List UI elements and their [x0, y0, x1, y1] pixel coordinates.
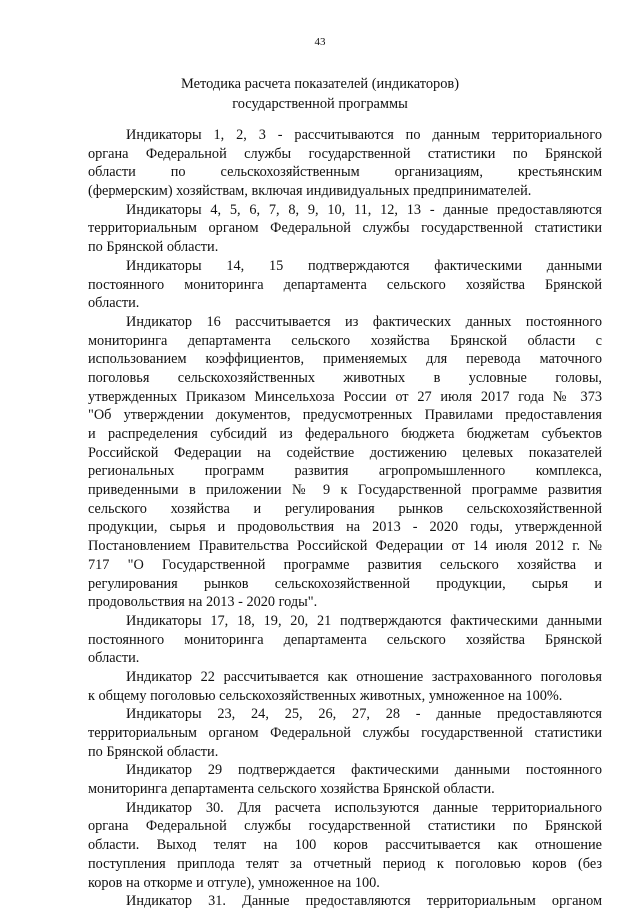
paragraph-line: территориальным органом Федеральной службы государственной статистики: [88, 725, 602, 741]
title-line: государственной программы: [232, 96, 408, 112]
paragraph: [88, 668, 602, 705]
paragraph-line: к общему поголовью сельскохозяйственных животных, умноженное на 100%.: [88, 687, 563, 704]
paragraph: [88, 799, 602, 892]
title-line: Методика расчета показателей (индикаторов): [181, 76, 459, 92]
paragraph-line: региональных программ развития агропромышленного комплекса,: [88, 463, 602, 480]
paragraph-line: органа Федеральной службы государственной статистики по Брянской: [88, 145, 602, 162]
paragraph-line: и распределения субсидий из федерального бюджета бюджетам субъектов: [88, 426, 602, 442]
paragraph-line: Индикаторы 1, 2, 3 - рассчитываются по данным территориального: [126, 127, 602, 143]
paragraph-line: по Брянской области.: [88, 239, 219, 256]
paragraph: [88, 612, 602, 668]
paragraph-line: продукции, сырья и продовольствия на 2013 - 2020 годы, утвержденной: [88, 519, 602, 536]
paragraph-line: (фермерским) хозяйствам, включая индивидуальных предпринимателей.: [88, 183, 532, 200]
paragraph-line: коров на откорме и отгуле), умноженное на 100.: [88, 874, 380, 891]
paragraph-line: постоянного мониторинга департамента сельского хозяйства Брянской: [88, 276, 602, 293]
paragraph: [88, 126, 602, 201]
paragraph-line: области.: [88, 295, 140, 312]
paragraph-line: Постановлением Правительства Российской Федерации от 14 июля 2012 г. №: [88, 538, 602, 555]
paragraph-line: Индикатор 16 рассчитывается из фактических данных постоянного: [126, 313, 602, 330]
paragraph-line: области по сельскохозяйственным организациям, крестьянским: [88, 164, 602, 181]
paragraph-line: сельского хозяйства и регулирования рынков сельскохозяйственной: [88, 500, 602, 517]
paragraph-line: использованием коэффициентов, применяемых для перевода маточного: [88, 351, 602, 368]
paragraph-line: поголовья сельскохозяйственных животных в условные головы,: [88, 369, 602, 386]
paragraph: [88, 201, 602, 257]
paragraph-line: области. Выход телят на 100 коров рассчитывается как отношение: [88, 837, 602, 854]
paragraph: [88, 761, 602, 798]
paragraph-line: поступления приплода телят за отчетный период к поголовью коров (без: [88, 855, 602, 872]
paragraph: [88, 313, 602, 612]
paragraph-line: по Брянской области.: [88, 743, 219, 760]
paragraph-line: Индикатор 29 подтверждается фактическими данными постоянного: [126, 762, 602, 779]
paragraph-line: приведенными в приложении № 9 к Государственной программе развития: [88, 482, 602, 499]
paragraph-line: Индикатор 31. Данные предоставляются территориальным органом: [126, 893, 602, 910]
page-title: [60, 74, 580, 114]
paragraph: [88, 892, 602, 911]
paragraph-line: Российской Федерации на содействие достижению целевых показателей: [88, 444, 602, 461]
page-number: 43: [314, 36, 326, 48]
paragraph-line: Индикаторы 4, 5, 6, 7, 8, 9, 10, 11, 12, 13 - данные предоставляются: [126, 201, 602, 218]
paragraph-line: мониторинга департамента сельского хозяйства Брянской области с: [88, 332, 602, 349]
paragraph-line: органа Федеральной службы государственной статистики по Брянской: [88, 818, 602, 835]
paragraph-line: области.: [88, 650, 140, 667]
paragraph-line: 717 "О Государственной программе развития сельского хозяйства и: [88, 556, 602, 573]
paragraph-line: территориальным органом Федеральной службы государственной статистики: [88, 220, 602, 237]
paragraph-line: Индикатор 22 рассчитывается как отношение застрахованного поголовья: [126, 668, 602, 685]
document-body: [88, 126, 602, 911]
paragraph-line: утвержденных Приказом Минсельхоза России от 27 июля 2017 года № 373: [88, 388, 602, 405]
paragraph-line: "Об утверждении документов, предусмотренных Правилами предоставления: [88, 407, 602, 424]
paragraph-line: мониторинга департамента сельского хозяйства Брянской области.: [88, 781, 495, 798]
paragraph-line: Индикаторы 14, 15 подтверждаются фактическими данными: [126, 257, 602, 274]
paragraph-line: регулирования рынков сельскохозяйственной продукции, сырья и: [88, 575, 602, 592]
paragraph-line: продовольствия на 2013 - 2020 годы".: [88, 594, 318, 611]
paragraph: [88, 705, 602, 761]
paragraph: [88, 257, 602, 313]
paragraph-line: постоянного мониторинга департамента сельского хозяйства Брянской: [88, 631, 602, 648]
paragraph-line: Индикаторы 17, 18, 19, 20, 21 подтверждаются фактическими данными: [126, 612, 602, 629]
paragraph-line: Индикатор 30. Для расчета используются данные территориального: [126, 799, 602, 816]
paragraph-line: Индикаторы 23, 24, 25, 26, 27, 28 - данные предоставляются: [126, 706, 602, 723]
